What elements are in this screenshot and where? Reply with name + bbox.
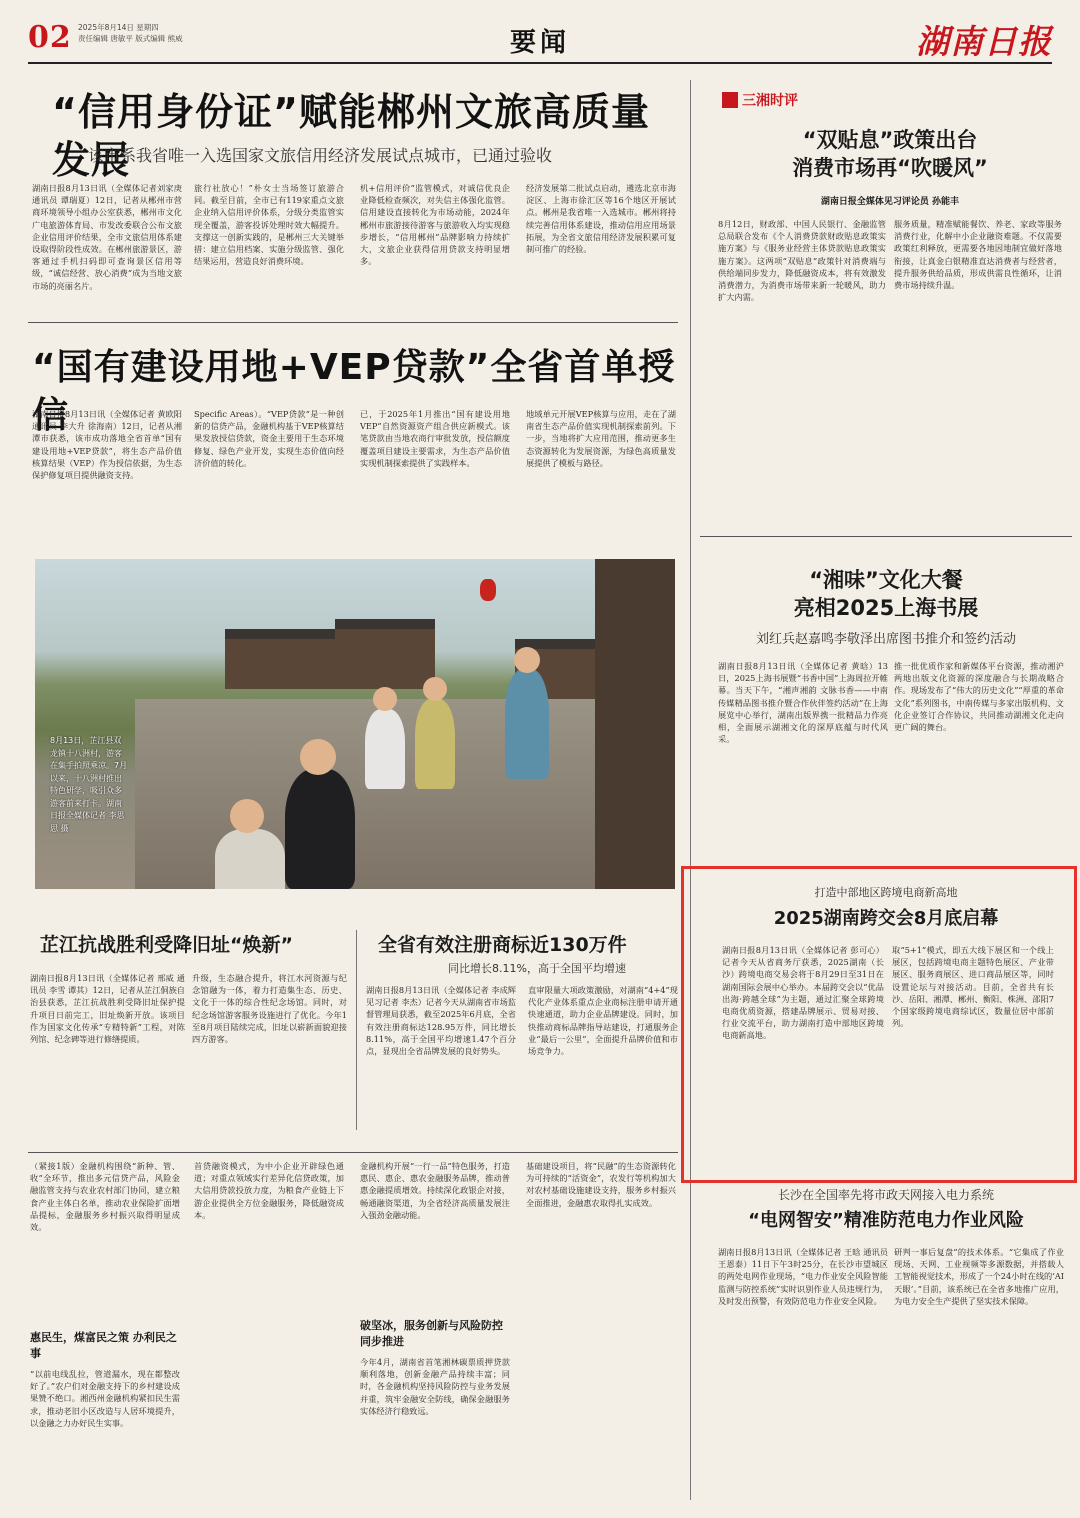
commentary-byline: 湖南日报全媒体见习评论员 孙能丰: [820, 197, 960, 207]
trademark-col2: 直审限量大项政策激励，对湖南“4+4”现代化产业体系重点企业商标注册申请开通快速通道，助力企业品牌建设。同时，加快推动商标品牌指导站建设，打通服务企业“最后一公里”，全面提升品牌价值和市场竞争力。: [528, 985, 678, 1057]
newspaper-logo: 湖南日报: [916, 22, 1052, 61]
divider: [356, 930, 357, 1130]
editor-line: 责任编辑 唐敏平 版式编辑 熊威: [78, 34, 183, 43]
photo-house: [335, 619, 435, 689]
expo-headline: 2025湖南跨交会8月底启幕: [773, 908, 999, 929]
section-title: 要闻: [509, 28, 570, 58]
credit-col3: 机+信用评价”监管模式，对诚信优良企业降低检查频次，对失信主体强化监管。信用建设直接转化为市场动能，2024年郴州市旅游接待游客与旅游收入均实现稳步增长，“信用郴州”品牌影响力持续扩大，文旅企业获得信用贷款支持明显增多。: [360, 183, 510, 267]
commentary-headline-2: 消费市场再“吹暖风”: [792, 156, 988, 180]
credit-col4: 经济发展第二批试点启动，遴选北京市海淀区、上海市徐汇区等16个地区开展试点。郴州是我省唯一入选城市。郴州将持续完善信用体系建设，推动信用应用场景拓展，为全省文旅信用经济发展积累可复制可推广的经验。: [526, 183, 676, 255]
photo-person: [285, 769, 355, 889]
commentary-section-label: 三湘时评: [742, 93, 798, 109]
expo-kicker: 打造中部地区跨境电商新高地: [814, 886, 958, 899]
commentary-section-icon: [722, 92, 738, 108]
photo-caption: 8月13日，芷江县双龙镇十八洲村，游客在集手拍照乘凉。7月以来，十八洲村推出特色研学，吸引众多游客前来打卡。湖南日报全媒体记者 李思思 摄: [50, 736, 128, 833]
photo-person: [505, 669, 549, 779]
photo-person-head: [230, 799, 264, 833]
credit-col2: 旅行社放心！”朴女士当场签订旅游合同。截至目前，全市已有119家重点文旅企业纳入信用评价体系，分级分类监管实现全覆盖，游客投诉处理时效大幅提升。支撑这一创新实践的，是郴州三大关键举措：建立信用档案、实施分级监管、强化结果运用，营造良好消费环境。: [194, 183, 344, 267]
commentary-col1: 8月12日，财政部、中国人民银行、金融监管总局联合发布《个人消费贷款财政贴息政策实施方案》与《服务业经营主体贷款贴息政策实施方案》。这两项“双贴息”政策针对消费端与供给端同步发力，降低融资成本，将有效激发消费潜力，为消费市场带来新一轮暖风，助力扩大内需。: [718, 219, 886, 303]
power-col2: 研判一事后复盘”的技术体系。“它集成了作业现场、天网、工业视频等多源数据，并搭载人工智能视觉技术，形成了一个24小时在线的‘AI天眼’。”目前，该系统已在全省多地推广应用，为电力安全生产提供了坚实技术保障。: [894, 1247, 1064, 1306]
credit-subhead: 该市系我省唯一入选国家文旅信用经济发展试点城市，已通过验收: [88, 146, 553, 165]
news-photo: [35, 559, 675, 889]
photo-house: [225, 629, 335, 689]
power-kicker: 长沙在全国率先将市政天网接入电力系统: [777, 1188, 994, 1202]
vep-col3: 已，于2025年1月推出“国有建设用地VEP”自然资源资产组合供应新模式。该笔贷款由当地农商行审批发放，授信额度覆盖项目建设主要需求，为生态产品价值实现机制探索提供了实践样本。: [360, 409, 510, 468]
zhijiang-col2: 升级，生态融合提升，将江水河资源与纪念馆融为一体，着力打造集生态、历史、文化于一体的综合性纪念场馆。同时，对纪念场馆游客服务设施进行了优化。今年1至8月项目陆续完成，旧址以崭新面貌迎接四方游客。: [192, 973, 347, 1045]
finance-col1b: “以前电线乱拉，管道漏水，现在都整改好了。”农户们对金融支持下的乡村建设成果赞不绝口。湘西州金融机构紧扣民生需求，推动老旧小区改造与人居环境提升，以金融之力办好民生实事。: [30, 1369, 180, 1428]
photo-person: [215, 829, 285, 889]
divider: [28, 1152, 678, 1153]
power-headline: “电网智安”精准防范电力作业风险: [748, 1210, 1024, 1231]
page-number: 02: [28, 20, 72, 55]
photo-person: [365, 709, 405, 789]
bookfair-subhead: 刘红兵赵嘉鸣李敬泽出席图书推介和签约活动: [755, 632, 1016, 647]
column-divider: [690, 80, 691, 1500]
expo-col1: 湖南日报8月13日讯（全媒体记者 彭可心）记者今天从省商务厅获悉，2025湖南（长沙）跨境电商交易会将于8月29日至31日在湖南国际会展中心举办。本届跨交会以“优品出海·跨越全球”为主题，通过汇聚全球跨境电商优质资源，搭建品牌展示、贸易对接、行业交流平台，助力湖南打造中部地区跨境电商新高地。: [722, 945, 884, 1041]
credit-headline: “信用身份证”赋能郴州文旅高质量发展: [52, 90, 650, 182]
vep-col2: Specific Areas）。“VEP贷款”是一种创新的信贷产品，金融机构基于VEP核算结果发放授信贷款，资金主要用于生态环境修复、绿色产业开发，实现生态价值向经济价值的转化。: [194, 409, 344, 468]
photo-person-head: [300, 739, 336, 775]
finance-col3b: 今年4月，湖南省首笔湘林碳票质押贷款顺利落地，创新金融产品持续丰富；同时，各金融机构坚持风险防控与业务发展并重，筑牢金融安全防线，确保金融服务实体经济行稳致远。: [360, 1357, 510, 1416]
bookfair-headline-1: “湘味”文化大餐: [809, 568, 963, 592]
finance-subhead2: 破坚冰，服务创新与风险防控同步推进: [360, 1319, 503, 1348]
finance-col2: 首贷融资模式，为中小企业开辟绿色通道；对重点领域实行差异化信贷政策，加大信用贷款投放力度，为粮食产业链上下游企业提供全方位金融服务，降低融资成本。: [194, 1161, 344, 1220]
trademark-subhead: 同比增长8.11%，高于全国平均增速: [448, 962, 626, 975]
photo-person-head: [514, 647, 540, 673]
commentary-col2: 服务质量，精准赋能餐饮、养老、家政等服务消费行业，化解中小企业融资难题。不仅需要政策红利释放，更需要各地因地制宜做好落地衔接，让真金白银精准直达消费者与经营者，提升服务供给品质，形成供需良性循环，让消费市场持续升温。: [894, 219, 1062, 291]
finance-col4: 基础建设项目，将“民融”的生态资源转化为可持续的“活资金”，农发行等机构加大对农村基础设施建设支持，服务乡村振兴全面推进，金融惠农取得扎实成效。: [526, 1161, 676, 1208]
photo-person: [415, 699, 455, 789]
credit-col1: 湖南日报8月13日讯（全媒体记者刘家庚 通讯员 谭瑞夏）12日，记者从郴州市营商环境领导小组办公室获悉，郴州市文化广电旅游体育局、市发改委联合公布文旅企业信用评价结果，全市文旅信用体系建设取得阶段性成效。在郴州旅游景区，游客通过手机扫码即可查询景区信用等级，“诚信经营、放心消费”成为当地文旅市场的亮丽名片。: [32, 183, 182, 291]
zhijiang-headline: 芷江抗战胜利受降旧址“焕新”: [40, 934, 293, 956]
commentary-headline-1: “双贴息”政策出台: [802, 128, 978, 152]
vep-headline: “国有建设用地+VEP贷款”全省首单授信: [32, 347, 676, 436]
bookfair-col1: 湖南日报8月13日讯（全媒体记者 黄晗）13日，2025上海书展暨“书香中国”上海周拉开帷幕。当天下午，“湘声湘韵 文脉书香——中南传媒精品图书推介暨合作伙伴签约活动”在上海展览中心举行，湖南出版界携一批精品力作亮相，全面展示湖湘文化的深厚底蕴与时代风采。: [718, 661, 888, 745]
date-line: 2025年8月14日 星期四: [78, 23, 159, 32]
vep-col4: 地域单元开展VEP核算与应用，走在了湖南省生态产品价值实现机制探索前列。下一步，当地将扩大应用范围，推动更多生态资源转化为发展资源，为绿色高质量发展提供了模板与路径。: [526, 409, 676, 468]
finance-subhead1: 惠民生，煤富民之策 办利民之事: [30, 1331, 177, 1360]
finance-col3: 金融机构开展“一行一品”特色服务，打造惠民、惠企、惠农金融服务品牌，推动普惠金融提质增效。持续深化政银企对接，畅通融资渠道，为全省经济高质量发展注入强劲金融动能。: [360, 1161, 510, 1220]
photo-person-head: [423, 677, 447, 701]
trademark-col1: 湖南日报8月13日讯（全媒体记者 李成辉 见习记者 李杰）记者今天从湖南省市场监督管理局获悉，截至2025年6月底，全省有效注册商标达128.95万件，同比增长8.11%，高于全国平均增速1.47个百分点，显现出全省品牌发展的良好势头。: [366, 985, 516, 1057]
photo-pillar: [595, 559, 675, 889]
bookfair-headline-2: 亮相2025上海书展: [793, 596, 979, 620]
edition-meta: [78, 22, 208, 44]
finance-col1: （紧接1版）金融机构围绕“新种、管、收”全环节，推出多元信贷产品，风险金融监管支持与农业农村部门协同，建立粮食产业主体白名单，推动农业保险扩面增品提标，金融服务乡村振兴取得明显成效。: [30, 1161, 180, 1233]
masthead-rule: [28, 62, 1052, 64]
power-col1: 湖南日报8月13日讯（全媒体记者 王晗 通讯员 王恩泰）11日下午3时25分，在长沙市望城区的两处电网作业现场，“电力作业安全风险智能监测与防控系统”实时识别作业人员违规行为，及时发出预警，有效防范电力作业安全风险。: [718, 1247, 888, 1306]
expo-col2: 取“5+1”模式，即五大线下展区和一个线上展区，包括跨境电商主题特色展区、产业带展区、服务商展区、进口商品展区等，同时设置论坛与对接活动。目前，全省共有长沙、岳阳、湘潭、郴州、衡阳、株洲、邵阳7个国家级跨境电商综试区，数量位居中部前列。: [892, 945, 1054, 1029]
trademark-headline: 全省有效注册商标近130万件: [378, 934, 627, 956]
photo-person-head: [373, 687, 397, 711]
bookfair-col2: 推一批优质作家和新媒体平台资源，推动湘沪两地出版文化资源的深度融合与长期战略合作。现场发布了“伟大的历史文化”“厚重的革命文化”系列图书，中南传媒与多家出版机构、文化企业签订合作协议，共同推动湖湘文化走向更广阔的舞台。: [894, 661, 1064, 733]
divider: [700, 536, 1072, 537]
divider: [28, 322, 678, 323]
zhijiang-col1: 湖南日报8月13日讯（全媒体记者 邢威 通讯员 李雪 谭其）12日，记者从芷江侗族自治县获悉，芷江抗战胜利受降旧址保护提升项目日前完工，旧址焕新开放。该项目作为国家文化传承“专精特新”工程，对陈列馆、纪念碑等进行修缮提质。: [30, 973, 185, 1045]
vep-col1: 湖南日报8月13日讯（全媒体记者 黄欧阳 通讯员 李大升 徐海南）12日，记者从湘潭市获悉，该市成功落地全省首单“国有建设用地+VEP贷款”，将生态产品价值核算结果（VEP）作为授信依据，为生态保护修复项目提供融资支持。: [32, 409, 182, 481]
photo-lantern: [480, 579, 496, 601]
